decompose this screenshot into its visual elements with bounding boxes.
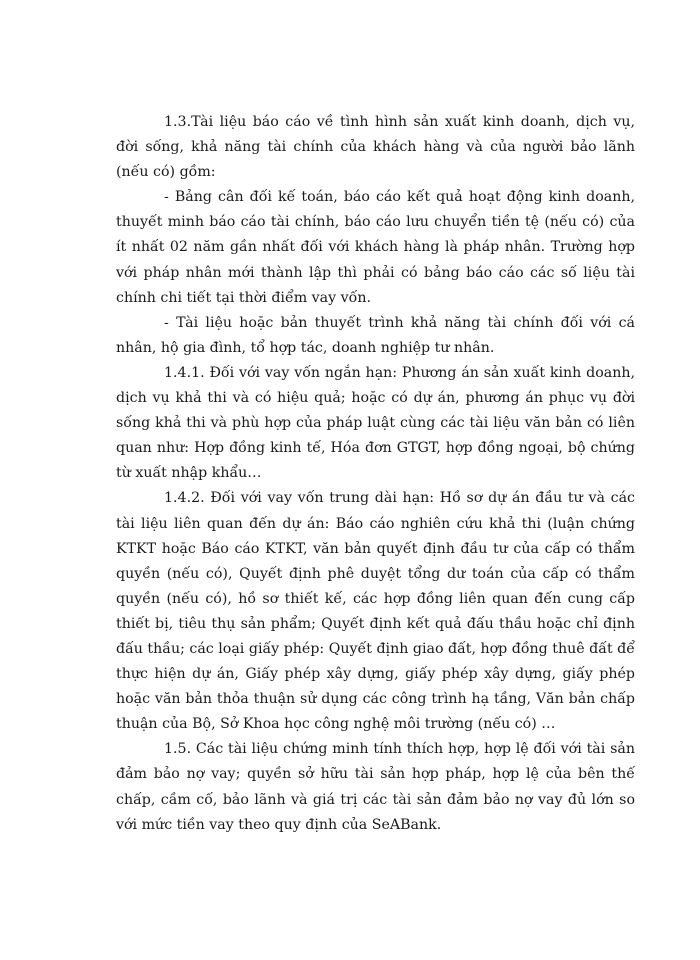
paragraph-1-5-collateral-documents: 1.5. Các tài liệu chứng minh tính thích hợp, hợp lệ đối với tài sản đảm bảo nợ vay; quyền sở hữu tài sản hợp pháp, hợp lệ của bên thế chấp, cầm cố, bảo lãnh và giá trị các tài sản đảm bảo nợ vay đủ lớn so với mức tiền vay theo quy định của SeABank. — [116, 741, 635, 833]
paragraph-individual-finance-item: - Tài liệu hoặc bản thuyết trình khả năng tài chính đối với cá nhân, hộ gia đình, tổ hợp tác, doanh nghiệp tư nhân. — [116, 314, 635, 356]
paragraph-1-4-2-medium-long-term-loans: 1.4.2. Đối với vay vốn trung dài hạn: Hồ sơ dự án đầu tư và các tài liệu liên quan đến dự án: Báo cáo nghiên cứu khả thi (luận chứng KTKT hoặc Báo cáo KTKT, văn bản quyết định đầu tư của cấp có thẩm quyền (nếu có), Quyết định phê duyệt tổng dư toán của cấp có thẩm quyền (nếu có), hồ sơ thiết kế, các hợp đồng liên quan đến cung cấp thiết bị, tiêu thụ sản phẩm; Quyết định kết quả đấu thầu hoặc chỉ định đấu thầu; các loại giấy phép: Quyết định giao đất, hợp đồng thuê đất để thực hiện dự án, Giấy phép xây dựng, giấy phép xây dựng, giấy phép hoặc văn bản thỏa thuận sử dụng các công trình hạ tầng, Văn bản chấp thuận của Bộ, Sở Khoa học công nghệ môi trường (nếu có) … — [116, 490, 635, 733]
paragraph-1-3-financial-reports: 1.3.Tài liệu báo cáo về tình hình sản xuất kinh doanh, dịch vụ, đời sống, khả năng tài chính của khách hàng và của người bảo lãnh (nếu có) gồm: — [116, 114, 635, 181]
document-body — [116, 110, 635, 838]
paragraph-1-4-1-short-term-loans: 1.4.1. Đối với vay vốn ngắn hạn: Phương án sản xuất kinh doanh, dịch vụ khả thi và có hiệu quả; hoặc có dự án, phương án phục vụ đời sống khả thi và phù hợp của pháp luật cùng các tài liệu văn bản có liên quan như: Hợp đồng kinh tế, Hóa đơn GTGT, hợp đồng ngoại, bộ chứng từ xuất nhập khẩu… — [116, 364, 635, 482]
paragraph-balance-sheet-item: - Bảng cân đối kế toán, báo cáo kết quả hoạt động kinh doanh, thuyết minh báo cáo tài chính, báo cáo lưu chuyển tiền tệ (nếu có) của ít nhất 02 năm gần nhất đối với khách hàng là pháp nhân. Trường hợp với pháp nhân mới thành lập thì phải có bảng báo cáo các số liệu tài chính chi tiết tại thời điểm vay vốn. — [116, 189, 635, 306]
